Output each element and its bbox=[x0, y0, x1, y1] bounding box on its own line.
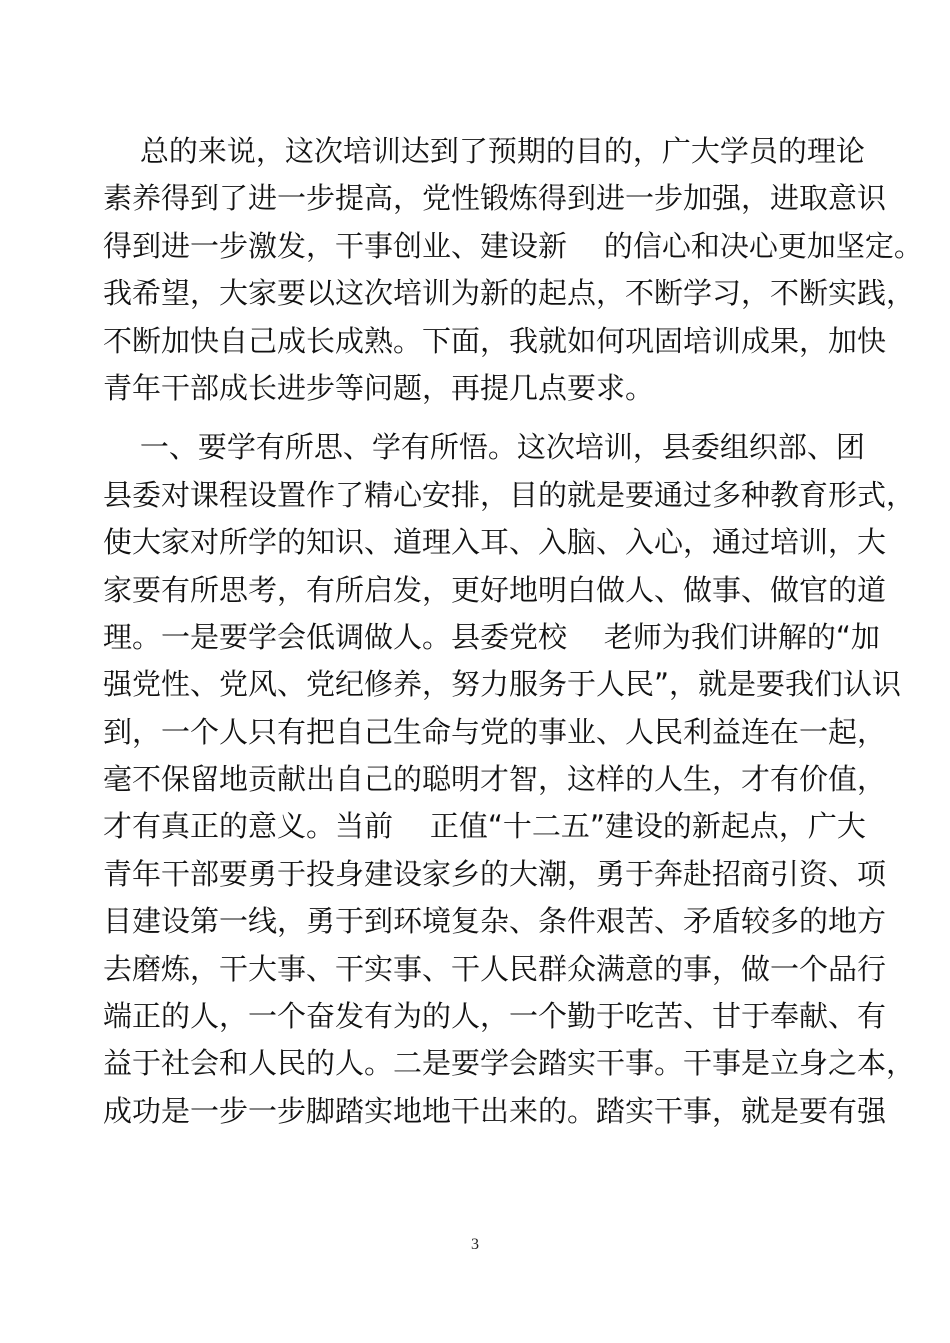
paragraph-2 bbox=[103, 424, 916, 1135]
text-line: 素养得到了进一步提高，党性锻炼得到进一步加强，进取意识 bbox=[103, 181, 887, 216]
text-line: 总的来说，这次培训达到了预期的目的，广大学员的理论 bbox=[103, 134, 865, 168]
text-line: 端正的人，一个奋发有为的人，一个勤于吃苦、甘于奉献、有 bbox=[103, 999, 887, 1034]
text-line: 得到进一步激发，干事创业、建设新 的信心和决心更加坚定。 bbox=[103, 228, 923, 263]
text-line: 成功是一步一步脚踏实地地干出来的。踏实干事，就是要有强 bbox=[103, 1093, 887, 1128]
text-line: 毫不保留地贡献出自己的聪明才智，这样的人生，才有价值， bbox=[103, 762, 887, 797]
text-line: 县委对课程设置作了精心安排，目的就是要通过多种教育形式， bbox=[103, 477, 916, 512]
text-line: 青年干部要勇于投身建设家乡的大潮，勇于奔赴招商引资、项 bbox=[103, 856, 887, 891]
text-line: 使大家对所学的知识、道理入耳、入脑、入心，通过培训，大 bbox=[103, 525, 887, 560]
paragraph-1 bbox=[103, 128, 923, 412]
text-line: 一、要学有所思、学有所悟。这次培训，县委组织部、团 bbox=[103, 430, 865, 465]
text-line: 我希望，大家要以这次培训为新的起点，不断学习，不断实践， bbox=[103, 276, 916, 311]
text-line: 到，一个人只有把自己生命与党的事业、人民利益连在一起， bbox=[103, 714, 887, 749]
text-line: 不断加快自己成长成熟。下面，我就如何巩固培训成果，加快 bbox=[103, 323, 887, 358]
text-line: 理。一是要学会低调做人。县委党校 老师为我们讲解的“加 bbox=[103, 619, 880, 654]
text-line: 青年干部成长进步等问题，再提几点要求。 bbox=[103, 370, 655, 405]
text-line: 益于社会和人民的人。二是要学会踏实干事。干事是立身之本， bbox=[103, 1046, 916, 1081]
text-line: 才有真正的意义。当前 正值“十二五”建设的新起点，广大 bbox=[103, 809, 866, 844]
text-line: 强党性、党风、党纪修养，努力服务于人民”，就是要我们认识 bbox=[103, 667, 902, 702]
paragraph-spacer bbox=[103, 412, 853, 424]
text-line: 去磨炼，干大事、干实事、干人民群众满意的事，做一个品行 bbox=[103, 951, 887, 986]
text-line: 家要有所思考，有所启发，更好地明白做人、做事、做官的道 bbox=[103, 572, 887, 607]
text-line: 目建设第一线，勇于到环境复杂、条件艰苦、矛盾较多的地方 bbox=[103, 904, 887, 939]
body-text bbox=[103, 128, 923, 1135]
page-number: 3 bbox=[471, 1236, 479, 1253]
